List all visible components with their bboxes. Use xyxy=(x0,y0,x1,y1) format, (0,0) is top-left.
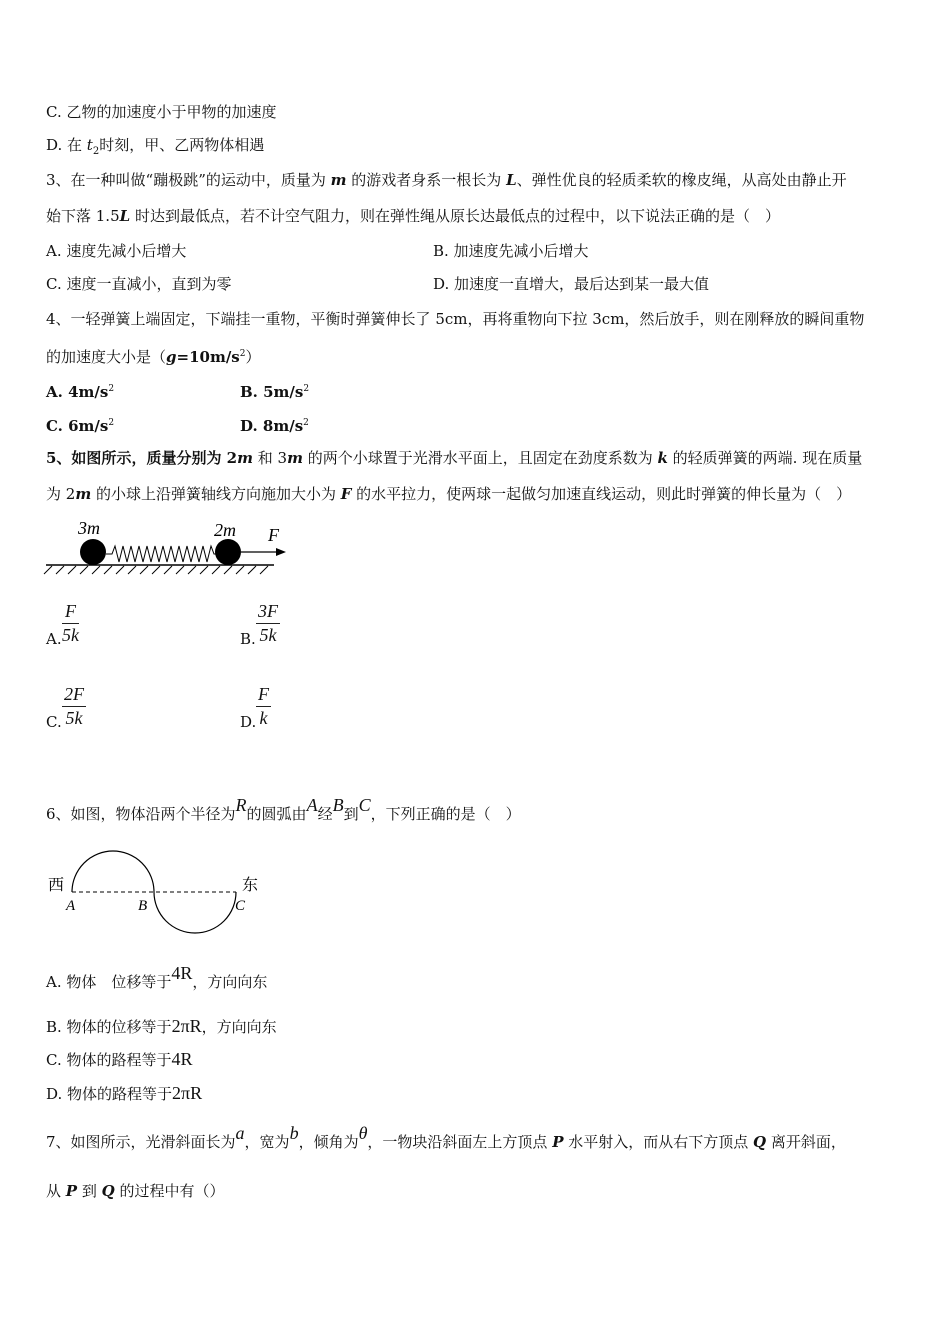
q2-option-c: C. 乙物的加速度小于甲物的加速度 xyxy=(46,103,277,121)
q5-option-b-fraction: $\frac{3F}{5k}$ xyxy=(258,601,278,645)
label-B: B xyxy=(138,898,148,914)
q3-stem-line1: 3、在一种叫做“蹦极跳”的运动中，质量为 m 的游戏者身系一根长为 L、弹性优良的轻质柔软的橡皮绳，从高处由静止开 xyxy=(46,171,847,189)
q5-option-a-letter: A. xyxy=(46,630,62,648)
force-arrowhead xyxy=(276,548,286,556)
q5-option-c-fraction: $\frac{2F}{5k}$ xyxy=(64,684,84,728)
q6-option-a: A. 物体 位移等于4R，方向向东 xyxy=(46,963,268,991)
q3-option-d: D. 加速度一直增大，最后达到某一最大值 xyxy=(433,275,710,293)
q3-option-a: A. 速度先减小后增大 xyxy=(46,242,187,260)
q4-option-d: D. $8m/s^2$ xyxy=(240,417,309,435)
q4-stem-line2: 的加速度大小是$(g=10m/s^2)$ xyxy=(46,348,261,366)
upper-arc xyxy=(72,851,154,892)
q7-stem-line2: 从 P 到 Q 的过程中有（） xyxy=(46,1182,225,1200)
q5-stem-line1: 5、如图所示，质量分别为 2m 和 3m 的两个小球置于光滑水平面上，且固定在劲度系数为 k 的轻质弹簧的两端. 现在质量 xyxy=(46,449,863,467)
label-A: A xyxy=(66,898,76,914)
label-3m: 3m xyxy=(78,518,100,538)
q6-option-d: D. 物体的路程等于2πR xyxy=(46,1083,203,1103)
ground-hatching xyxy=(44,566,268,574)
q6-option-b: B. 物体的位移等于2πR，方向向东 xyxy=(46,1016,277,1036)
q2-option-d: D. 在 $t_2$时刻，甲、乙两物体相遇 xyxy=(46,136,265,157)
q6-stem: 6、如图，物体沿两个半径为R的圆弧由A经B到C，下列正确的是（ ） xyxy=(46,795,521,823)
label-C: C xyxy=(235,898,246,914)
q4-option-b: B. $5m/s^2$ xyxy=(240,383,310,401)
spring xyxy=(106,546,220,562)
q4-option-a: A. $4m/s^2$ xyxy=(46,383,115,401)
ball-3m xyxy=(80,539,106,565)
q5-option-b-letter: B. xyxy=(240,630,256,648)
spring-balls-figure xyxy=(40,512,290,578)
q5-stem-line2: 为 2m 的小球上沿弹簧轴线方向施加大小为 F 的水平拉力，使两球一起做匀加速直线运动，则此时弹簧的伸长量为（ ） xyxy=(46,485,852,503)
q5-option-d-fraction: $\frac{F}{k}$ xyxy=(258,684,269,728)
lower-arc xyxy=(154,892,236,933)
q5-option-a-fraction: $\frac{F}{5k}$ xyxy=(62,601,79,645)
label-west: 西 xyxy=(48,877,65,894)
q3-option-c: C. 速度一直减小，直到为零 xyxy=(46,275,232,293)
q5-option-d-letter: D. xyxy=(240,713,257,731)
ball-2m xyxy=(215,539,241,565)
arcs-figure xyxy=(44,846,274,938)
q4-stem-line1: 4、一轻弹簧上端固定，下端挂一重物，平衡时弹簧伸长了 5cm，再将重物向下拉 3cm，然后放手，则在刚释放的瞬间重物 xyxy=(46,310,865,328)
q4-option-c: C. $6m/s^2$ xyxy=(46,417,115,435)
q6-option-c: C. 物体的路程等于4R xyxy=(46,1049,193,1069)
q5-option-c-letter: C. xyxy=(46,713,62,731)
label-2m: 2m xyxy=(214,520,236,540)
q3-option-b: B. 加速度先减小后增大 xyxy=(433,242,589,260)
label-east: 东 xyxy=(242,877,259,894)
q3-stem-line2: 始下落 1.5L 时达到最低点，若不计空气阻力，则在弹性绳从原长达最低点的过程中，以下说法正确的是（ ） xyxy=(46,207,780,225)
label-F: F xyxy=(268,525,279,545)
q7-stem-line1: 7、如图所示，光滑斜面长为a，宽为b，倾角为θ，一物块沿斜面左上方顶点 P 水平射入，而从右下方顶点 Q 离开斜面， xyxy=(46,1123,846,1151)
